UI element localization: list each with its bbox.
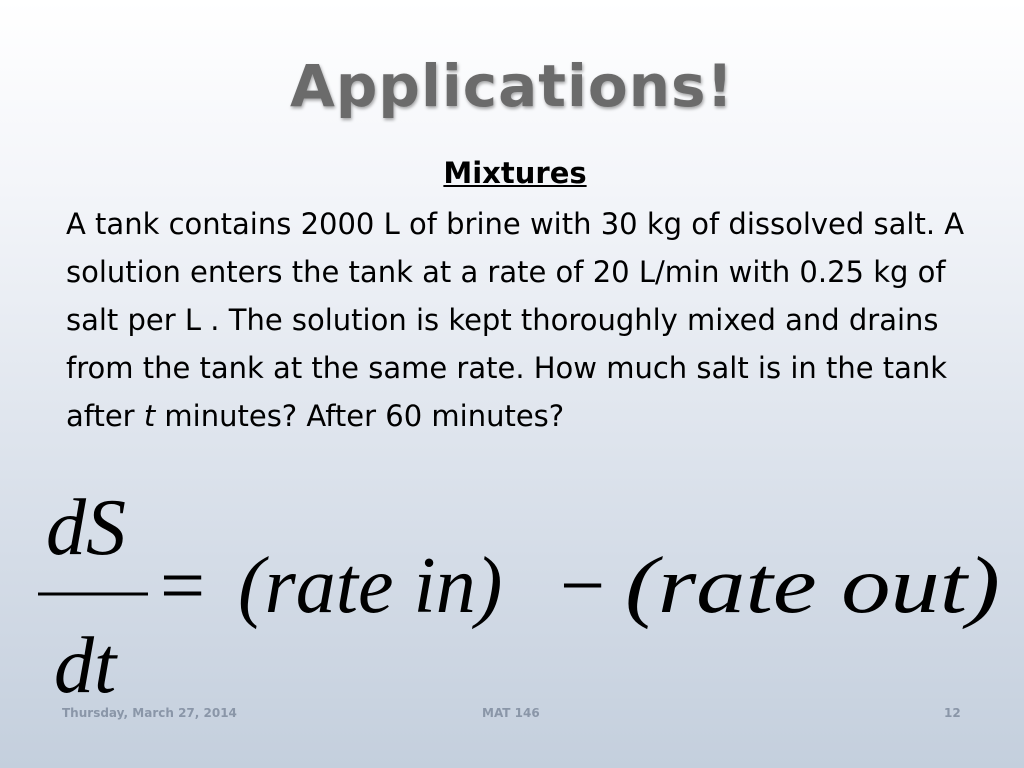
derivative-numerator: dS bbox=[46, 484, 126, 572]
problem-variable: t bbox=[143, 399, 156, 433]
equals-sign: = bbox=[160, 542, 206, 630]
footer-date: Thursday, March 27, 2014 bbox=[62, 706, 237, 720]
derivative-denominator: dt bbox=[54, 622, 117, 700]
rate-equation bbox=[0, 470, 1024, 700]
section-heading: Mixtures bbox=[443, 156, 587, 190]
slide-title: Applications! bbox=[290, 52, 734, 120]
footer-course: MAT 146 bbox=[482, 706, 540, 720]
rate-in-term: (rate in) bbox=[238, 542, 503, 630]
problem-text-part-2: minutes? After 60 minutes? bbox=[155, 399, 565, 433]
problem-text-part-1: A tank contains 2000 L of brine with 30 kg of dissolved salt. A solution enters the tank at a rate of 20 L/min with 0.25 kg of salt per L . The solution is kept thoroughly mixed and drains from the tank at the same rate. How much salt is in the tank after bbox=[66, 207, 965, 433]
problem-statement bbox=[66, 200, 966, 440]
minus-sign: − bbox=[560, 542, 606, 630]
rate-equation-svg bbox=[0, 470, 1024, 700]
rate-out-term: (rate out) bbox=[625, 542, 1000, 630]
footer-page-number: 12 bbox=[944, 706, 961, 720]
